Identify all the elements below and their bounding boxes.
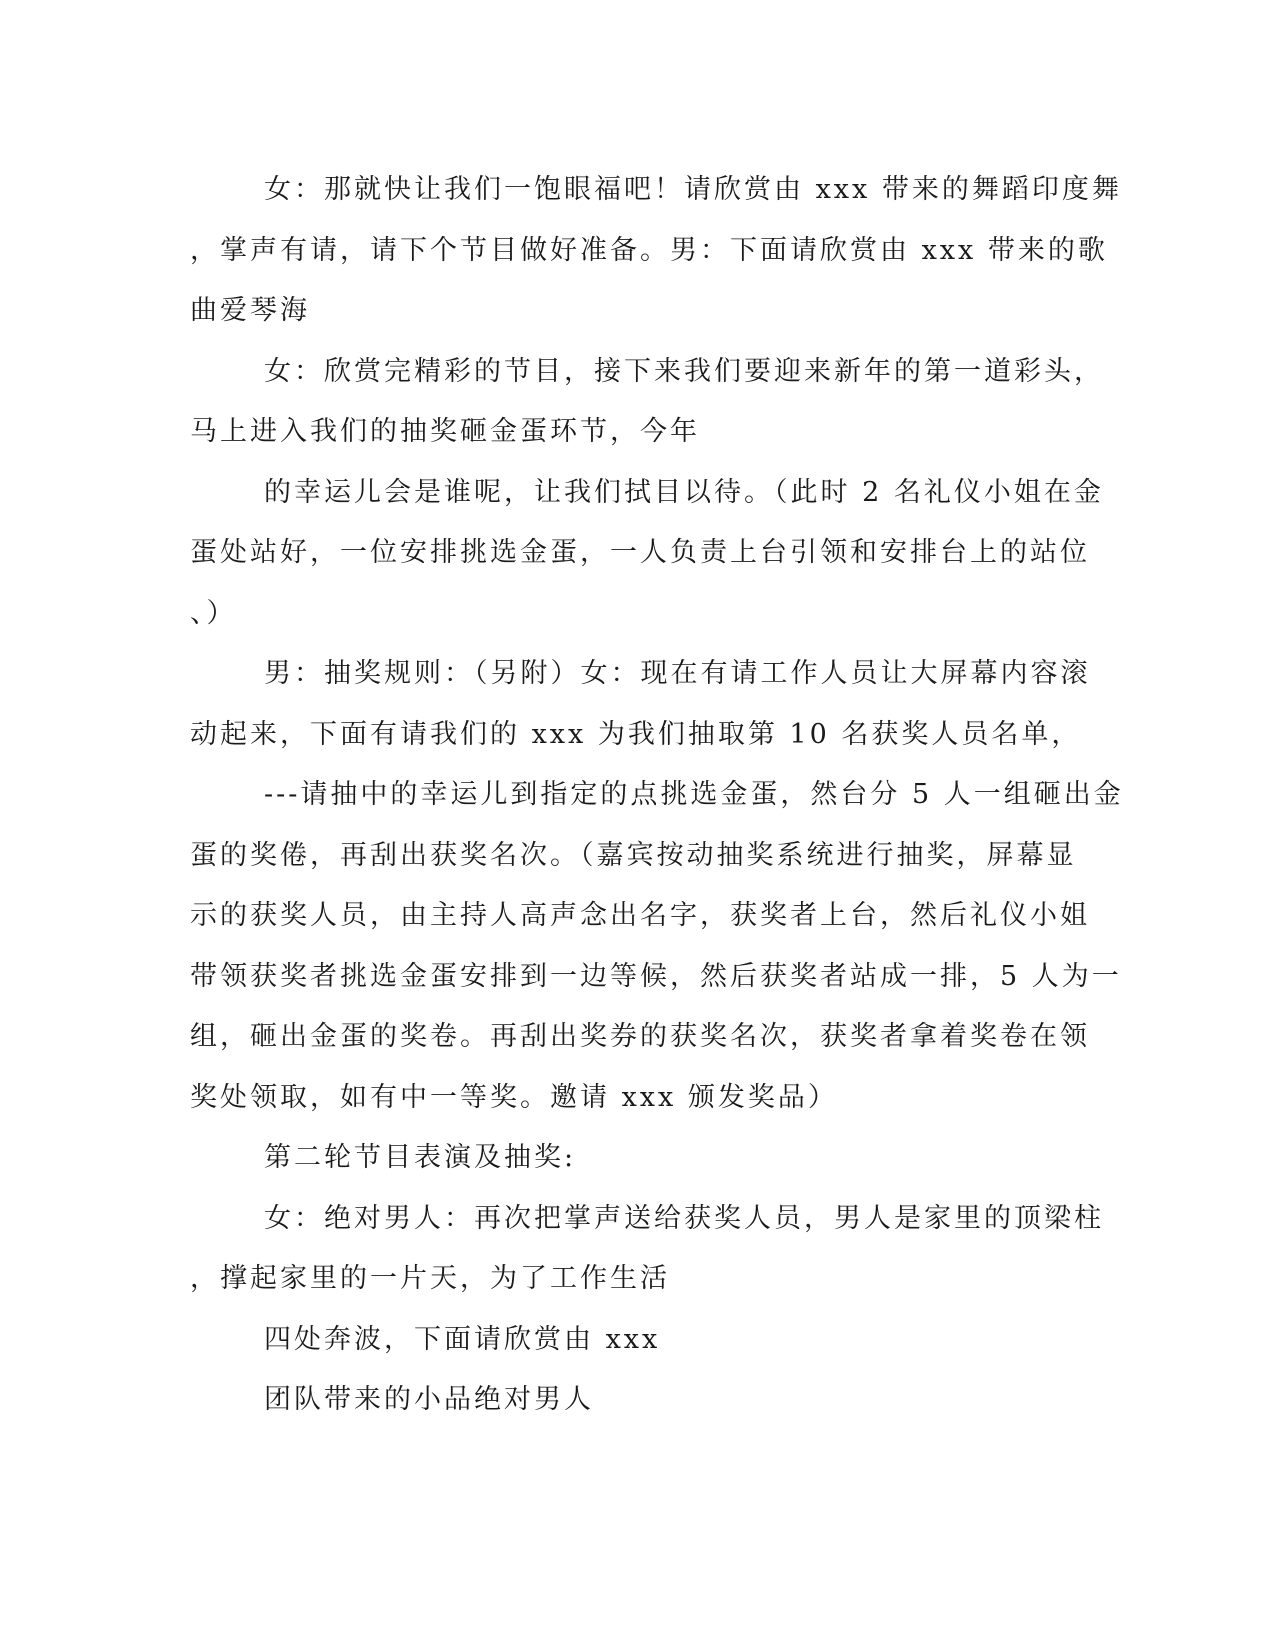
text-line: 组，砸出金蛋的奖卷。再刮出奖券的获奖名次，获奖者拿着奖卷在领 xyxy=(190,1021,1090,1052)
text-line: 四处奔波，下面请欣赏由 xxx xyxy=(264,1323,661,1355)
text-line: 第二轮节目表演及抽奖: xyxy=(264,1142,577,1173)
paragraph xyxy=(190,463,1104,645)
paragraph xyxy=(190,1370,1070,1431)
text-line: 蛋处站好，一位安排挑选金蛋，一人负责上台引领和安排台上的站位 xyxy=(190,537,1090,568)
text-line: 示的获奖人员，由主持人高声念出名字，获奖者上台，然后礼仪小姐 xyxy=(190,900,1090,931)
text-line: ，撑起家里的一片天，为了工作生活 xyxy=(190,1263,670,1294)
text-line: 女：绝对男人：再次把掌声送给获奖人员，男人是家里的顶梁柱 xyxy=(264,1202,1104,1234)
text-line: ---请抽中的幸运儿到指定的点挑选金蛋，然台分 5 人一组砸出金 xyxy=(264,779,1124,810)
paragraph xyxy=(190,1189,1104,1310)
text-line: 带领获奖者挑选金蛋安排到一边等候，然后获奖者站成一排，5 人为一 xyxy=(190,960,1122,992)
paragraph xyxy=(190,342,1104,463)
paragraph xyxy=(190,1128,1070,1189)
text-line: 马上进入我们的抽奖砸金蛋环节，今年 xyxy=(190,416,700,447)
text-line: 曲爱琴海 xyxy=(190,295,310,326)
text-line: 团队带来的小品绝对男人 xyxy=(264,1384,594,1415)
paragraph xyxy=(190,765,1124,1128)
text-line: 奖处领取，如有中一等奖。邀请 xxx 颁发奖品） xyxy=(190,1081,838,1113)
document-body xyxy=(190,160,1124,1431)
text-line: 蛋的奖倦，再刮出获奖名次。（嘉宾按动抽奖系统进行抽奖，屏幕显 xyxy=(190,839,1077,871)
paragraph xyxy=(190,644,1091,765)
text-line: 男：抽奖规则：（另附）女：现在有请工作人员让大屏幕内容滚 xyxy=(264,658,1091,689)
paragraph xyxy=(190,160,1122,342)
paragraph xyxy=(190,1310,1070,1371)
text-line: 的幸运儿会是谁呢，让我们拭目以待。（此时 2 名礼仪小姐在金 xyxy=(264,476,1104,508)
text-line: 女：欣赏完精彩的节目，接下来我们要迎来新年的第一道彩头， xyxy=(264,355,1104,387)
text-line: ，掌声有请，请下个节目做好准备。男：下面请欣赏由 xxx 带来的歌 xyxy=(190,234,1108,266)
text-line: 动起来，下面有请我们的 xxx 为我们抽取第 10 名获奖人员名单， xyxy=(190,718,1082,750)
text-line: 女：那就快让我们一饱眼福吧！请欣赏由 xxx 带来的舞蹈印度舞 xyxy=(264,174,1122,205)
text-line: 、） xyxy=(190,597,237,629)
